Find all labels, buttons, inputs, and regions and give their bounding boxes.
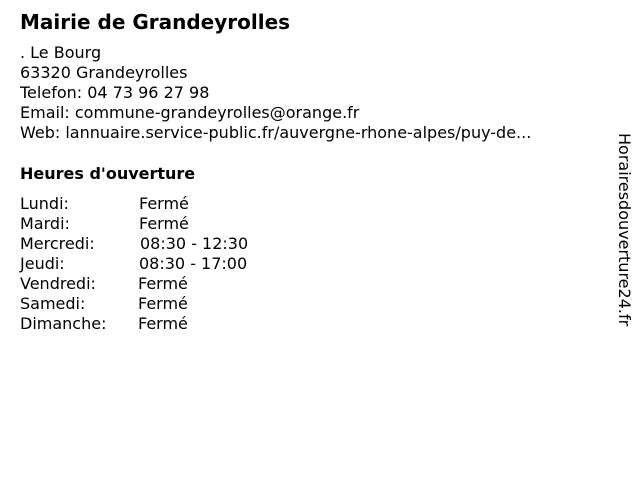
day-label: Mardi: — [20, 214, 70, 233]
phone-text: Telefon: 04 73 96 27 98 — [20, 83, 210, 102]
address-line-1: . Le Bourg — [20, 43, 102, 62]
time-value: Fermé — [138, 314, 188, 333]
opening-hours-heading: Heures d'ouverture — [20, 164, 196, 183]
email-text: Email: commune-grandeyrolles@orange.fr — [20, 103, 360, 122]
day-label: Lundi: — [20, 194, 69, 213]
day-label: Mercredi: — [20, 234, 95, 253]
web-text: Web: lannuaire.service-public.fr/auvergne-rhone-alpes/puy-de... — [20, 123, 532, 142]
time-value: 08:30 - 17:00 — [139, 254, 248, 273]
address-line-2: 63320 Grandeyrolles — [20, 63, 188, 82]
time-value: Fermé — [138, 294, 188, 313]
time-value: Fermé — [138, 274, 188, 293]
time-value: Fermé — [139, 194, 189, 213]
contact-info — [20, 43, 531, 143]
time-value: Fermé — [139, 214, 189, 233]
day-label: Dimanche: — [20, 314, 107, 333]
day-label: Vendredi: — [20, 274, 96, 293]
time-value: 08:30 - 12:30 — [140, 234, 249, 253]
day-label: Jeudi: — [20, 254, 65, 273]
page-title: Mairie de Grandeyrolles — [20, 10, 291, 34]
day-label: Samedi: — [20, 294, 86, 313]
site-watermark — [614, 133, 634, 373]
site-watermark-text: Horairesdouverture24.fr — [615, 133, 634, 327]
